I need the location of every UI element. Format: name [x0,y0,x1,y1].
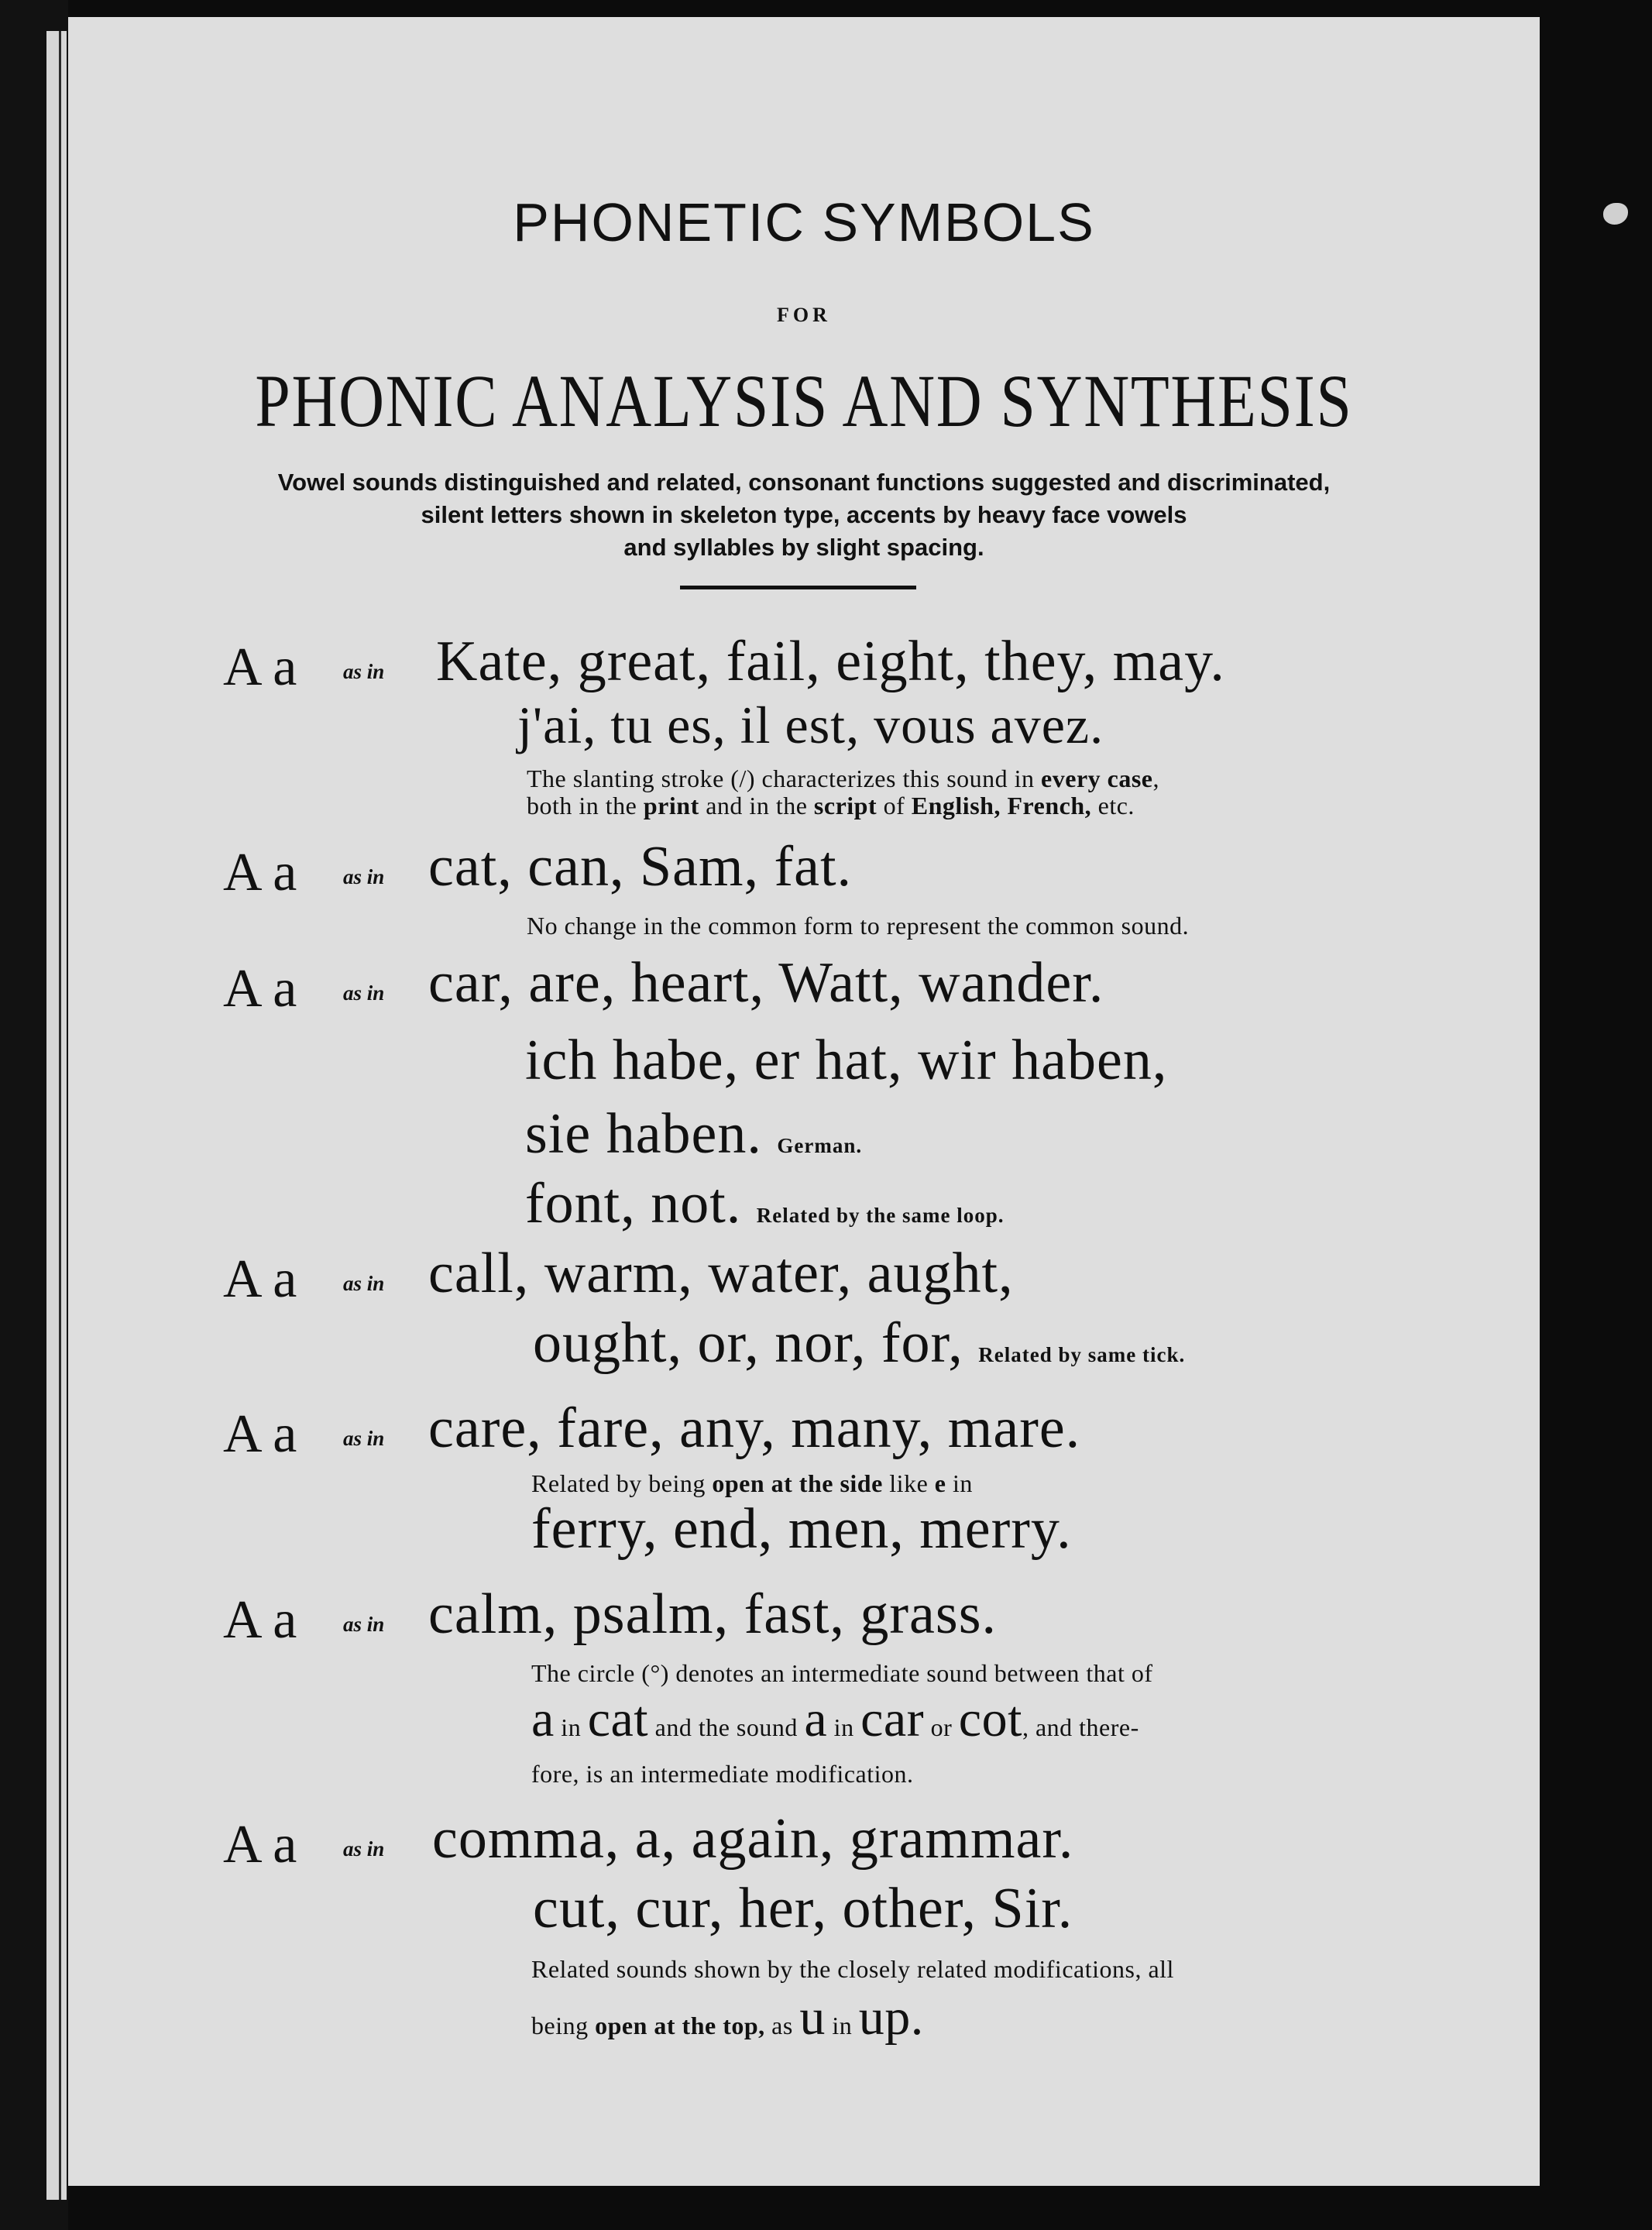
note-text: like [889,1469,929,1497]
note-text: of [883,792,905,819]
description-line: Vowel sounds distinguished and related, consonant functions suggested and discriminated, [277,469,1331,496]
mixed-line [531,1690,1139,1749]
entry-letters: A a [223,843,297,902]
page-title: PHONETIC SYMBOLS [513,192,1095,253]
left-page-rule [59,31,61,2200]
example-symbol: car [860,1691,925,1747]
description [68,466,1540,564]
example-line: call, warm, water, aught, [428,1242,1014,1305]
example-text: font, not. [525,1172,742,1235]
divider [680,586,916,589]
note-line: The circle (°) denotes an intermediate sound between that of [531,1659,1153,1687]
example-text: ought, or, nor, for, [533,1311,963,1375]
note-line [527,765,1159,793]
entry-letters: A a [223,1815,297,1874]
note-bold: e [934,1469,946,1497]
example-text: sie haben. [525,1102,762,1166]
example-line: cut, cur, her, other, Sir. [533,1877,1073,1940]
margin-speck [1603,203,1628,225]
note-text: The slanting stroke (/) characterizes this sound in [527,765,1035,792]
note-text: and in the [706,792,808,819]
note-text: both in the [527,792,637,819]
example-line [525,1171,1005,1237]
example-line: ich habe, er hat, wir haben, [525,1029,1168,1092]
document-page [68,17,1540,2186]
left-page-strip [46,31,67,2200]
as-in-label: as in [343,1837,385,1861]
as-in-label: as in [343,1427,385,1450]
language-tag: German. [777,1134,863,1157]
example-line: calm, psalm, fast, grass. [428,1582,997,1646]
note-text: in [833,1713,854,1741]
note-bold: print [643,792,699,819]
note-text: in [952,1469,973,1497]
note-text: as [771,2012,793,2039]
note-text: being [531,2012,589,2039]
note-bold: script [813,792,878,819]
page-subtitle: PHONIC ANALYSIS AND SYNTHESIS [255,359,1353,442]
note-bold: every case [1041,765,1153,792]
example-line [533,1311,1185,1376]
as-in-label: as in [343,981,385,1005]
as-in-label: as in [343,1272,385,1295]
note-line: Related sounds shown by the closely related modifications, all [531,1955,1174,1983]
relation-tag: Related by same tick. [978,1343,1186,1366]
mixed-line [531,1988,924,2047]
example-line [525,1101,862,1167]
description-line: and syllables by slight spacing. [623,534,984,561]
note-text: , [1152,765,1159,792]
note-line [527,792,1135,820]
note-bold: open at the top, [595,2012,765,2039]
example-line: ferry, end, men, merry. [531,1497,1072,1561]
note-text: in [832,2012,853,2039]
title-connector: FOR [777,304,831,326]
entry-letters: A a [223,1404,297,1464]
as-in-label: as in [343,660,385,683]
example-line: j'ai, tu es, il est, vous avez. [517,696,1104,754]
note-text: and the sound [654,1713,798,1741]
example-line: car, are, heart, Watt, wander. [428,951,1104,1015]
entry-letters: A a [223,637,297,697]
note-line: No change in the common form to represent the common sound. [527,912,1190,940]
note-text: or [930,1713,953,1741]
note-bold: English, French, [911,792,1092,819]
example-symbol: cat [587,1691,649,1747]
example-line: Kate, great, fail, eight, they, may. [436,630,1225,693]
note-line [531,1469,973,1498]
example-symbol: a [804,1691,828,1747]
example-line: cat, can, Sam, fat. [428,835,853,899]
note-bold: open at the side [712,1469,883,1497]
note-line: fore, is an intermediate modification. [531,1760,914,1788]
entry-letters: A a [223,1249,297,1309]
example-symbol: up. [858,1989,924,2046]
relation-tag: Related by the same loop. [756,1204,1005,1227]
example-symbol: cot [958,1691,1022,1747]
note-text: etc. [1097,792,1135,819]
note-text: Related by being [531,1469,706,1497]
as-in-label: as in [343,865,385,888]
example-line: comma, a, again, grammar. [432,1807,1074,1871]
example-symbol: a [531,1691,555,1747]
note-text: , and there- [1022,1713,1139,1741]
description-line: silent letters shown in skeleton type, accents by heavy face vowels [421,501,1187,528]
entry-letters: A a [223,1590,297,1650]
entry-letters: A a [223,959,297,1019]
as-in-label: as in [343,1613,385,1636]
example-line: care, fare, any, many, mare. [428,1397,1081,1460]
note-text: in [561,1713,582,1741]
example-symbol: u [799,1989,826,2046]
